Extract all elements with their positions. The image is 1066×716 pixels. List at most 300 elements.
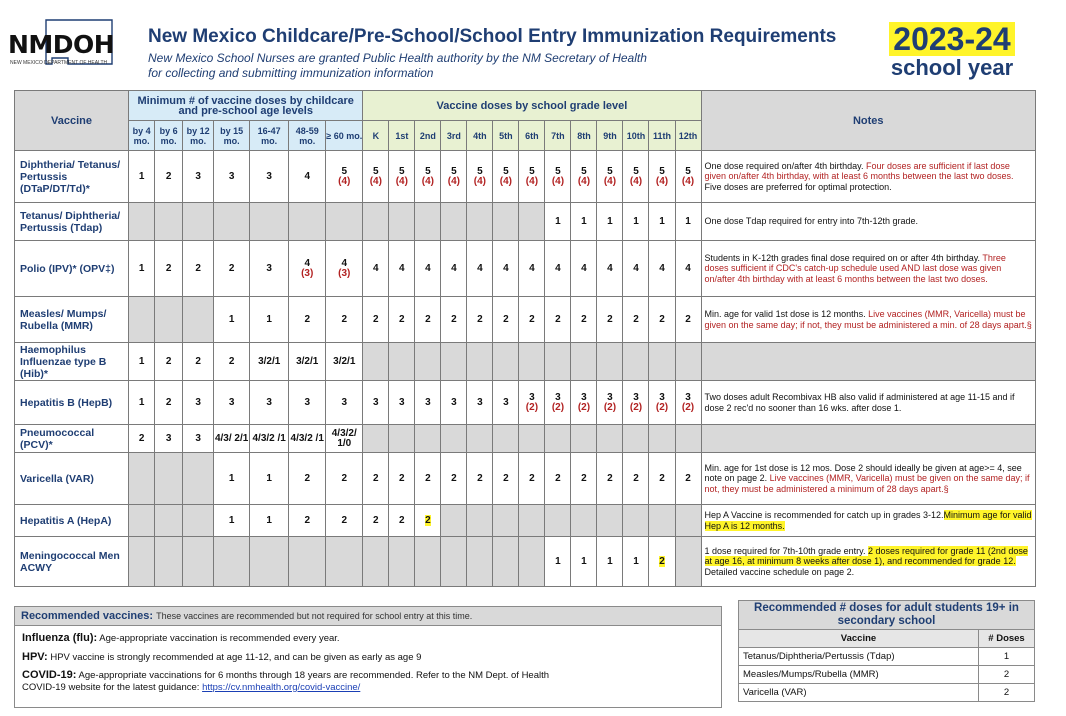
table-row [15, 343, 1036, 381]
grade-dose-cell: 2 [571, 453, 597, 505]
vaccine-name: Measles/ Mumps/ Rubella (MMR) [15, 297, 129, 343]
note-text: Four doses are sufficient if last dose given on/after 4th birthday, with at least 6 months between the last two doses. [704, 160, 1014, 182]
grade-dose-cell [363, 203, 389, 241]
grade-dose-cell: 5 (4) [493, 151, 519, 203]
note-text: Three doses sufficient if CDC's catch-up schedule used AND last dose was given on/after 4th birthday with at least 6 months between the last two doses. [704, 252, 1006, 284]
grade-dose-cell: 2 [519, 453, 545, 505]
grade-dose-cell [493, 425, 519, 453]
grade-group-header: Vaccine doses by school grade level [363, 91, 701, 121]
grade-dose-cell: 2 [493, 297, 519, 343]
vaccine-name: Tetanus/ Diphtheria/ Pertussis (Tdap) [15, 203, 129, 241]
hpv-text: HPV vaccine is strongly recommended at age 11-12, and can be given as early as age 9 [50, 652, 422, 663]
grade-dose-cell: 5 (4) [415, 151, 441, 203]
age-dose-cell: 4/3/2 /1 [250, 425, 289, 453]
grade-dose-cell [441, 505, 467, 537]
vaccine-note [701, 425, 1035, 453]
vaccine-note [701, 151, 1035, 203]
covid-label: COVID-19: [22, 669, 77, 681]
grade-dose-cell: 4 [493, 241, 519, 297]
table-row [739, 666, 1035, 684]
grade-dose-cell: 3 [415, 381, 441, 425]
note-text: Two doses adult Recombivax HB also valid if administered at age 11-15 and if dose 2 rec'd no sooner than 16 wks. after dose 1. [704, 392, 1015, 413]
grade-column-header: 12th [675, 121, 701, 151]
vaccine-note [701, 381, 1035, 425]
age-dose-cell: 3 [214, 381, 250, 425]
adult-doses-cell: 1 [979, 648, 1035, 666]
grade-dose-cell: 2 [623, 297, 649, 343]
vaccine-name: Polio (IPV)* (OPV‡) [15, 241, 129, 297]
grade-dose-cell: 3 [363, 381, 389, 425]
grade-dose-cell: 4 [467, 241, 493, 297]
grade-dose-cell: 1 [675, 203, 701, 241]
age-column-header: by 4 mo. [129, 121, 155, 151]
age-dose-cell [155, 537, 183, 587]
adult-students-table [738, 600, 1035, 702]
age-dose-cell: 2 [183, 241, 214, 297]
grade-dose-cell [441, 343, 467, 381]
grade-dose-cell: 2 [597, 453, 623, 505]
grade-dose-cell: 4 [363, 241, 389, 297]
grade-dose-cell [649, 505, 675, 537]
grade-dose-cell [441, 425, 467, 453]
vaccine-note [701, 505, 1035, 537]
grade-dose-cell: 2 [389, 453, 415, 505]
note-text: Live vaccines (MMR, Varicella) must be given on the same day; if not, they must be administered a minimum of 28 days apart.§ [704, 473, 1030, 494]
covid-line [15, 669, 721, 694]
table-row [15, 203, 1036, 241]
grade-dose-cell: 3 [493, 381, 519, 425]
grade-dose-cell [675, 425, 701, 453]
adult-vaccine-header: Vaccine [739, 630, 979, 648]
table-row [15, 241, 1036, 297]
vaccine-name: Meningococcal Men ACWY [15, 537, 129, 587]
grade-dose-cell: 1 [597, 537, 623, 587]
grade-column-header: 2nd [415, 121, 441, 151]
grade-dose-cell [571, 505, 597, 537]
notes-column-header: Notes [701, 91, 1035, 151]
age-dose-cell [183, 453, 214, 505]
grade-dose-cell: 1 [571, 537, 597, 587]
vaccine-note [701, 453, 1035, 505]
grade-dose-cell [493, 505, 519, 537]
immunization-requirements-table [14, 90, 1036, 587]
school-year-badge [872, 22, 1032, 80]
page-subtitle [148, 51, 647, 81]
age-dose-cell: 3 [183, 151, 214, 203]
grade-dose-cell: 2 [493, 453, 519, 505]
grade-dose-cell [519, 203, 545, 241]
grade-dose-cell: 3 (2) [545, 381, 571, 425]
grade-dose-cell: 1 [545, 203, 571, 241]
age-dose-cell [129, 537, 155, 587]
hpv-line [15, 651, 721, 664]
age-column-header: 48-59 mo. [289, 121, 326, 151]
age-dose-cell [250, 203, 289, 241]
age-dose-cell [183, 537, 214, 587]
note-text: Five doses are preferred for optimal protection. [704, 181, 892, 192]
grade-dose-cell [493, 203, 519, 241]
age-dose-cell: 2 [155, 381, 183, 425]
age-dose-cell: 1 [214, 297, 250, 343]
grade-column-header: 8th [571, 121, 597, 151]
age-dose-cell: 1 [250, 453, 289, 505]
adult-table-caption: Recommended # doses for adult students 19+ in secondary school [739, 601, 1035, 630]
grade-dose-cell [363, 537, 389, 587]
note-text: Minimum age for valid Hep A is 12 months. [704, 510, 1032, 531]
vaccine-column-header: Vaccine [15, 91, 129, 151]
age-dose-cell [183, 297, 214, 343]
table-row [15, 425, 1036, 453]
grade-dose-cell: 2 [415, 297, 441, 343]
grade-dose-cell: 2 [441, 453, 467, 505]
grade-dose-cell [519, 505, 545, 537]
grade-dose-cell: 1 [571, 203, 597, 241]
note-text: Min. age for 1st dose is 12 mos. Dose 2 should ideally be given at age>= 4, see note on page 2. [704, 462, 1022, 484]
age-dose-cell: 2 [326, 453, 363, 505]
vaccine-note [701, 343, 1035, 381]
grade-dose-cell [389, 343, 415, 381]
age-dose-cell: 3/2/1 [326, 343, 363, 381]
grade-dose-cell: 3 [467, 381, 493, 425]
recommended-title: Recommended vaccines: [21, 610, 154, 622]
note-text: One dose required on/after 4th birthday. [704, 160, 866, 171]
grade-dose-cell [363, 425, 389, 453]
grade-dose-cell [493, 537, 519, 587]
grade-dose-cell: 5 (4) [441, 151, 467, 203]
age-dose-cell: 2 [289, 453, 326, 505]
grade-dose-cell: 4 [389, 241, 415, 297]
grade-dose-cell [389, 537, 415, 587]
grade-dose-cell: 2 [675, 297, 701, 343]
nmdoh-logo [8, 18, 136, 70]
age-dose-cell [214, 203, 250, 241]
hpv-label: HPV: [22, 651, 48, 663]
flu-line [15, 632, 721, 645]
grade-dose-cell [467, 537, 493, 587]
age-dose-cell: 3 [289, 381, 326, 425]
grade-column-header: 11th [649, 121, 675, 151]
age-dose-cell [129, 297, 155, 343]
grade-dose-cell [649, 425, 675, 453]
table-row [15, 537, 1036, 587]
grade-dose-cell [389, 425, 415, 453]
age-dose-cell: 3 [250, 151, 289, 203]
age-dose-cell: 4 (3) [289, 241, 326, 297]
grade-dose-cell [623, 425, 649, 453]
grade-dose-cell: 3 (2) [623, 381, 649, 425]
note-text: Detailed vaccine schedule on page 2. [704, 566, 855, 577]
grade-column-header: 5th [493, 121, 519, 151]
grade-column-header: 6th [519, 121, 545, 151]
age-dose-cell: 2 [289, 505, 326, 537]
grade-dose-cell: 4 [649, 241, 675, 297]
covid-text-2: COVID-19 website for the latest guidance: [22, 682, 200, 693]
age-dose-cell [155, 505, 183, 537]
vaccine-note [701, 537, 1035, 587]
note-text: 2 doses required for grade 11 (2nd dose at age 16, at minimum 8 weeks after dose 1), and recommended for grade 12. [704, 545, 1028, 567]
age-dose-cell: 2 [326, 505, 363, 537]
age-dose-cell [326, 537, 363, 587]
subtitle-line-2: for collecting and submitting immunization information [148, 66, 434, 80]
grade-dose-cell: 2 [649, 297, 675, 343]
age-dose-cell [214, 537, 250, 587]
recommended-subtitle: These vaccines are recommended but not required for school entry at this time. [156, 611, 473, 621]
grade-column-header: 10th [623, 121, 649, 151]
grade-column-header: 7th [545, 121, 571, 151]
grade-dose-cell: 4 [597, 241, 623, 297]
grade-dose-cell: 2 [415, 453, 441, 505]
age-dose-cell: 2 [183, 343, 214, 381]
age-dose-cell: 1 [129, 241, 155, 297]
age-dose-cell: 3 [155, 425, 183, 453]
grade-dose-cell: 2 [389, 505, 415, 537]
age-dose-cell: 4 [289, 151, 326, 203]
age-dose-cell: 3 [326, 381, 363, 425]
grade-dose-cell [415, 425, 441, 453]
grade-dose-cell: 2 [545, 297, 571, 343]
grade-dose-cell [571, 425, 597, 453]
grade-column-header: 1st [389, 121, 415, 151]
note-text: Min. age for valid 1st dose is 12 months. [704, 309, 869, 319]
vaccine-note [701, 203, 1035, 241]
grade-dose-cell: 2 [363, 297, 389, 343]
adult-doses-header: # Doses [979, 630, 1035, 648]
grade-dose-cell: 2 [649, 453, 675, 505]
grade-dose-cell: 5 (4) [675, 151, 701, 203]
grade-dose-cell: 5 (4) [571, 151, 597, 203]
grade-dose-cell: 3 (2) [519, 381, 545, 425]
age-dose-cell: 3 [250, 241, 289, 297]
age-dose-cell: 1 [214, 453, 250, 505]
table-row [739, 648, 1035, 666]
table-row [739, 684, 1035, 702]
grade-dose-cell [467, 425, 493, 453]
grade-dose-cell [415, 343, 441, 381]
age-dose-cell: 1 [250, 297, 289, 343]
grade-dose-cell [545, 343, 571, 381]
age-dose-cell: 5 (4) [326, 151, 363, 203]
age-column-header: ≥ 60 mo. [326, 121, 363, 151]
age-dose-cell: 4 (3) [326, 241, 363, 297]
table-row [15, 453, 1036, 505]
grade-dose-cell: 5 (4) [623, 151, 649, 203]
grade-dose-cell: 2 [363, 505, 389, 537]
age-dose-cell: 1 [250, 505, 289, 537]
logo-text: NMDOH [8, 30, 115, 59]
age-dose-cell: 2 [129, 425, 155, 453]
grade-column-header: 9th [597, 121, 623, 151]
grade-dose-cell [623, 505, 649, 537]
age-dose-cell: 3/2/1 [289, 343, 326, 381]
age-column-header: by 12 mo. [183, 121, 214, 151]
age-column-header: by 6 mo. [155, 121, 183, 151]
age-dose-cell: 2 [155, 343, 183, 381]
grade-dose-cell: 3 [389, 381, 415, 425]
grade-column-header: 3rd [441, 121, 467, 151]
grade-dose-cell: 2 [467, 297, 493, 343]
adult-doses-cell: 2 [979, 666, 1035, 684]
vaccine-name: Varicella (VAR) [15, 453, 129, 505]
grade-dose-cell: 5 (4) [467, 151, 493, 203]
adult-doses-cell: 2 [979, 684, 1035, 702]
age-dose-cell: 4/3/ 2/1 [214, 425, 250, 453]
age-dose-cell: 4/3/2 /1 [289, 425, 326, 453]
grade-dose-cell [545, 505, 571, 537]
grade-dose-cell: 2 [597, 297, 623, 343]
min-doses-group-header: Minimum # of vaccine doses by childcare and pre-school age levels [129, 91, 363, 121]
grade-dose-cell: 3 (2) [649, 381, 675, 425]
age-dose-cell: 2 [214, 343, 250, 381]
table-row [15, 297, 1036, 343]
age-dose-cell: 2 [289, 297, 326, 343]
grade-dose-cell [441, 537, 467, 587]
school-year-label: school year [890, 55, 1014, 80]
subtitle-line-1: New Mexico School Nurses are granted Public Health authority by the NM Secretary of Health [148, 51, 647, 65]
grade-dose-cell: 4 [441, 241, 467, 297]
vaccine-note [701, 241, 1035, 297]
logo-subtext: NEW MEXICO DEPARTMENT OF HEALTH [10, 60, 108, 66]
grade-dose-cell: 2 [623, 453, 649, 505]
age-dose-cell [155, 297, 183, 343]
grade-dose-cell [597, 343, 623, 381]
age-dose-cell [129, 453, 155, 505]
grade-dose-cell [519, 343, 545, 381]
age-dose-cell [129, 203, 155, 241]
age-dose-cell [155, 203, 183, 241]
grade-dose-cell: 3 [441, 381, 467, 425]
note-text: One dose Tdap required for entry into 7th-12th grade. [704, 216, 918, 227]
grade-dose-cell [389, 203, 415, 241]
vaccine-note [701, 297, 1035, 343]
grade-dose-cell: 1 [545, 537, 571, 587]
grade-dose-cell [467, 203, 493, 241]
table-row [15, 381, 1036, 425]
age-dose-cell: 2 [155, 241, 183, 297]
flu-text: Age-appropriate vaccination is recommended every year. [99, 633, 340, 644]
vaccine-name: Haemophilus Influenzae type B (Hib)* [15, 343, 129, 381]
note-text: Hep A Vaccine is recommended for catch up in grades 3-12. [704, 510, 944, 520]
covid-text: Age-appropriate vaccinations for 6 months through 18 years are recommended. Refer to the NM Dept. of Health [78, 670, 550, 681]
grade-dose-cell: 2 [545, 453, 571, 505]
age-dose-cell [289, 203, 326, 241]
grade-dose-cell [415, 537, 441, 587]
grade-dose-cell: 4 [623, 241, 649, 297]
school-year: 2023-24 [889, 22, 1014, 56]
vaccine-name: Pneumococcal (PCV)* [15, 425, 129, 453]
age-dose-cell [155, 453, 183, 505]
age-dose-cell: 2 [326, 297, 363, 343]
grade-dose-cell: 2 [649, 537, 675, 587]
grade-dose-cell: 3 (2) [597, 381, 623, 425]
note-text: Students in K-12th grades final dose required on or after 4th birthday. [704, 252, 983, 263]
note-text: Live vaccines (MMR, Varicella) must be given on the same day; if not, they must be administered a min. of 28 days apart.§ [704, 309, 1032, 330]
grade-dose-cell: 1 [623, 537, 649, 587]
adult-vaccine-cell: Tetanus/Diphtheria/Pertussis (Tdap) [739, 648, 979, 666]
grade-dose-cell [571, 343, 597, 381]
vaccine-name: Hepatitis A (HepA) [15, 505, 129, 537]
age-dose-cell [326, 203, 363, 241]
age-dose-cell [183, 203, 214, 241]
grade-dose-cell [519, 425, 545, 453]
recommended-header [15, 607, 721, 626]
age-dose-cell: 1 [214, 505, 250, 537]
grade-dose-cell [467, 505, 493, 537]
grade-dose-cell [597, 425, 623, 453]
age-column-header: 16-47 mo. [250, 121, 289, 151]
grade-dose-cell [441, 203, 467, 241]
recommended-vaccines-box [14, 606, 722, 708]
grade-dose-cell [493, 343, 519, 381]
grade-dose-cell [467, 343, 493, 381]
grade-dose-cell: 4 [545, 241, 571, 297]
age-dose-cell: 3 [214, 151, 250, 203]
grade-dose-cell: 2 [389, 297, 415, 343]
age-column-header: by 15 mo. [214, 121, 250, 151]
table-row [15, 151, 1036, 203]
grade-dose-cell [363, 343, 389, 381]
table-row [15, 505, 1036, 537]
grade-dose-cell: 4 [519, 241, 545, 297]
age-dose-cell: 2 [214, 241, 250, 297]
grade-dose-cell: 5 (4) [389, 151, 415, 203]
grade-dose-cell: 2 [441, 297, 467, 343]
adult-vaccine-cell: Measles/Mumps/Rubella (MMR) [739, 666, 979, 684]
age-dose-cell: 3 [183, 381, 214, 425]
grade-dose-cell: 4 [571, 241, 597, 297]
grade-dose-cell: 2 [363, 453, 389, 505]
grade-dose-cell: 5 (4) [597, 151, 623, 203]
grade-dose-cell: 1 [649, 203, 675, 241]
age-dose-cell [183, 505, 214, 537]
grade-dose-cell: 2 [519, 297, 545, 343]
grade-dose-cell: 5 (4) [363, 151, 389, 203]
age-dose-cell: 3/2/1 [250, 343, 289, 381]
age-dose-cell: 3 [183, 425, 214, 453]
grade-dose-cell: 5 (4) [649, 151, 675, 203]
vaccine-name: Hepatitis B (HepB) [15, 381, 129, 425]
vaccine-name: Diphtheria/ Tetanus/ Pertussis (DTaP/DT/Td)* [15, 151, 129, 203]
page-title: New Mexico Childcare/Pre-School/School Entry Immunization Requirements [148, 26, 837, 47]
flu-label: Influenza (flu): [22, 632, 98, 644]
covid-link[interactable]: https://cv.nmhealth.org/covid-vaccine/ [202, 682, 361, 693]
grade-dose-cell [649, 343, 675, 381]
note-text: 1 dose required for 7th-10th grade entry. [704, 545, 868, 556]
age-dose-cell [250, 537, 289, 587]
grade-dose-cell [519, 537, 545, 587]
age-dose-cell [129, 505, 155, 537]
grade-dose-cell: 2 [571, 297, 597, 343]
adult-vaccine-cell: Varicella (VAR) [739, 684, 979, 702]
grade-dose-cell: 4 [415, 241, 441, 297]
grade-column-header: 4th [467, 121, 493, 151]
grade-dose-cell: 2 [415, 505, 441, 537]
grade-dose-cell [675, 537, 701, 587]
age-dose-cell: 1 [129, 343, 155, 381]
grade-dose-cell: 5 (4) [519, 151, 545, 203]
grade-dose-cell [623, 343, 649, 381]
grade-dose-cell: 2 [467, 453, 493, 505]
grade-dose-cell: 2 [675, 453, 701, 505]
grade-dose-cell: 1 [597, 203, 623, 241]
grade-dose-cell [597, 505, 623, 537]
grade-dose-cell: 5 (4) [545, 151, 571, 203]
age-dose-cell: 2 [155, 151, 183, 203]
grade-dose-cell: 3 (2) [571, 381, 597, 425]
age-dose-cell: 4/3/2/ 1/0 [326, 425, 363, 453]
age-dose-cell: 3 [250, 381, 289, 425]
grade-dose-cell [415, 203, 441, 241]
age-dose-cell [289, 537, 326, 587]
